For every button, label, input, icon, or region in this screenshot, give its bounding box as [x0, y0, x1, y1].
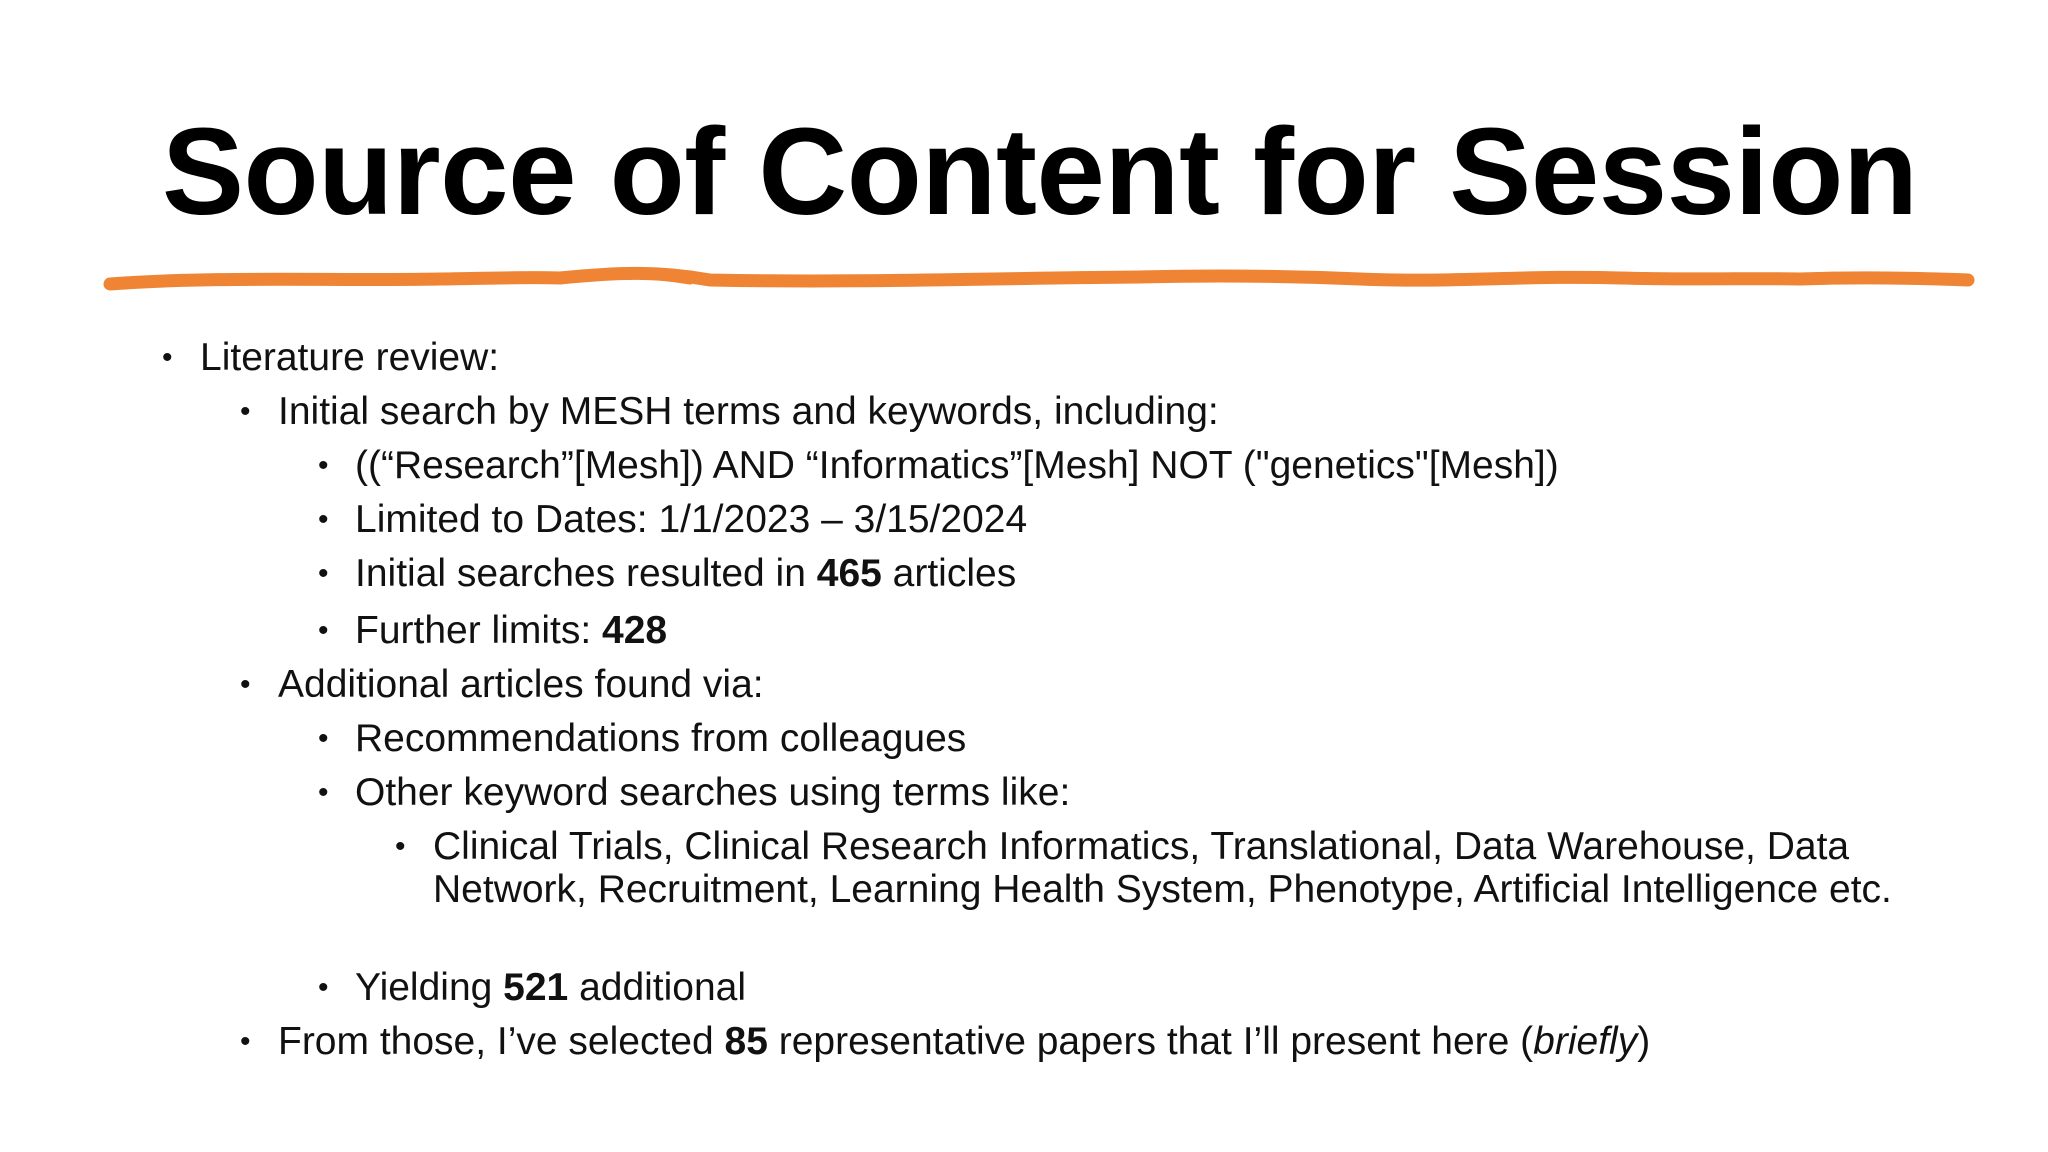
text-segment: representative papers that I’ll present here (	[767, 1020, 1534, 1063]
bullet-icon: •	[318, 776, 329, 809]
list-item-mesh-query: ((“Research”[Mesh]) AND “Informatics”[Mesh] NOT ("genetics"[Mesh])	[355, 444, 1559, 487]
emphasis-briefly: briefly	[1533, 1020, 1638, 1063]
list-item-selected-papers	[278, 1020, 1650, 1064]
bullet-icon: •	[318, 614, 329, 647]
text-segment: From those, I’ve selected	[278, 1020, 725, 1063]
text-segment: )	[1637, 1020, 1651, 1063]
list-item-literature-review: Literature review:	[200, 336, 500, 379]
list-item-recommendations: Recommendations from colleagues	[355, 717, 967, 760]
title-underline-stroke	[100, 262, 1980, 302]
bullet-icon: •	[240, 395, 251, 428]
bullet-icon: •	[318, 971, 329, 1004]
bullet-icon: •	[240, 668, 251, 701]
bullet-icon: •	[395, 830, 406, 863]
text-segment: Yielding	[355, 966, 504, 1009]
bullet-icon: •	[318, 449, 329, 482]
count-521: 521	[503, 966, 569, 1009]
count-85: 85	[724, 1020, 768, 1063]
list-item-keyword-terms: Clinical Trials, Clinical Research Informatics, Translational, Data Warehouse, Data Network, Recruitment, Learning Health System, Phenotype, Artificial Intelligence etc.	[433, 825, 1892, 911]
bullet-icon: •	[318, 722, 329, 755]
list-item-initial-search: Initial search by MESH terms and keywords, including:	[278, 390, 1219, 433]
bullet-icon: •	[240, 1025, 251, 1058]
list-item-date-limits: Limited to Dates: 1/1/2023 – 3/15/2024	[355, 498, 1028, 541]
list-item-other-keywords: Other keyword searches using terms like:	[355, 771, 1071, 814]
slide-title: Source of Content for Session	[162, 104, 1918, 241]
count-428: 428	[602, 609, 668, 652]
list-item-additional-articles: Additional articles found via:	[278, 663, 764, 706]
text-segment: Further limits:	[355, 609, 603, 652]
list-item-further-limits	[355, 609, 667, 653]
list-item-initial-results	[355, 552, 1016, 596]
bullet-icon: •	[318, 557, 329, 590]
text-segment: additional	[568, 966, 747, 1009]
text-segment: Initial searches resulted in	[355, 552, 817, 595]
text-segment: articles	[881, 552, 1017, 595]
bullet-icon: •	[318, 503, 329, 536]
list-item-yielding	[355, 966, 746, 1010]
count-465: 465	[816, 552, 882, 595]
bullet-icon: •	[162, 341, 173, 374]
